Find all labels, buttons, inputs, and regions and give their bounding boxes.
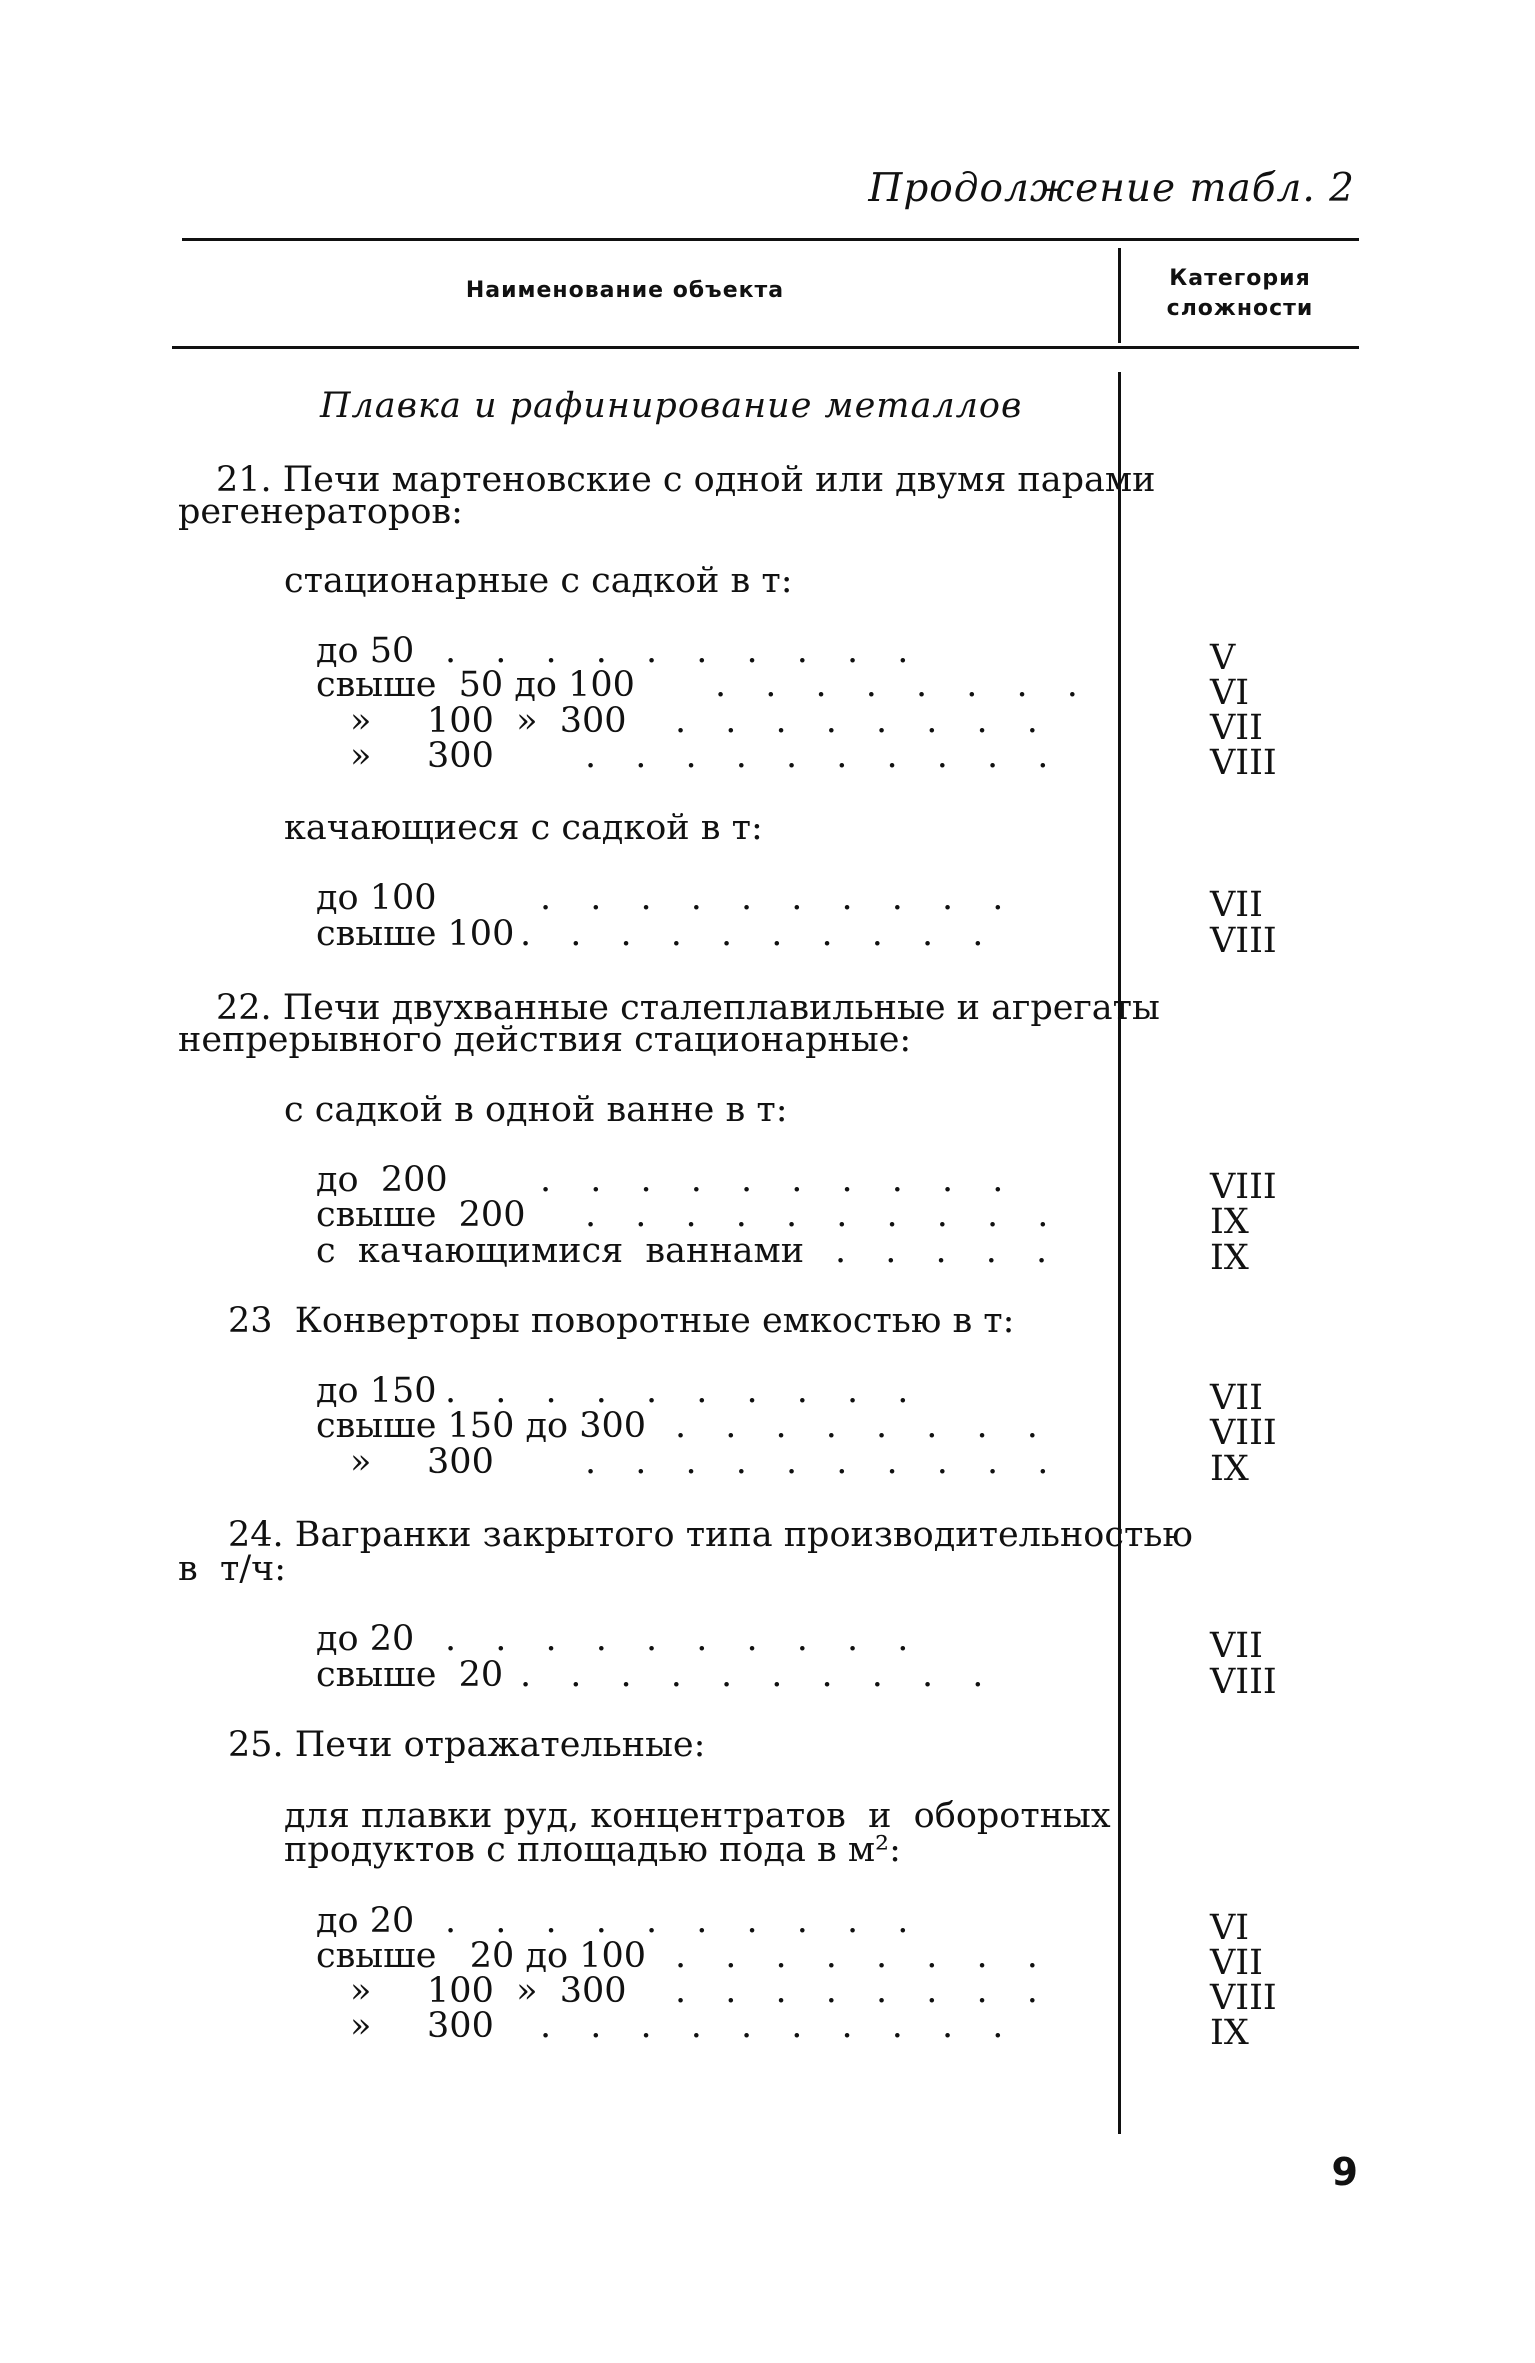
table-continuation-caption: Продолжение табл. 2 (868, 166, 1355, 211)
item-23-title: 23 Конверторы поворотные емкостью в т: (228, 1301, 1015, 1341)
item-23-row-3: » 300 (350, 1442, 494, 1482)
item-21-row-4: » 300 (350, 736, 494, 776)
header-complexity-category (1130, 264, 1350, 324)
item-25-cat-4: IX (1210, 2013, 1249, 2053)
item-21-cat-2: VI (1210, 673, 1250, 713)
item-21-row-1: до 50 (316, 631, 415, 671)
item-23-cat-3: IX (1210, 1449, 1249, 1489)
item-22-row-1: до 200 (316, 1160, 448, 1200)
item-21-row-3: » 100 » 300 (350, 701, 627, 741)
leader-dots: . . . . . . . . . . (540, 2006, 1018, 2046)
item-22-title-line1: 22. Печи двухванные сталеплавильные и агрегаты (216, 988, 1160, 1028)
item-25-subheading-line2: продуктов с площадью пода в м²: (284, 1830, 901, 1870)
item-22-subheading: с садкой в одной ванне в т: (284, 1090, 788, 1130)
leader-dots: . . . . . . . . . . (445, 1619, 923, 1659)
item-24-row-1: до 20 (316, 1619, 415, 1659)
leader-dots: . . . . . . . . (715, 665, 1092, 705)
item-23-cat-1: VII (1210, 1378, 1263, 1418)
leader-dots: . . . . . . . . (675, 1971, 1052, 2011)
leader-dots: . . . . . . . . . . (445, 1901, 923, 1941)
item-25-row-3: » 100 » 300 (350, 1971, 627, 2011)
item-21-swing-cat-2: VIII (1210, 921, 1277, 961)
header-object-name: Наименование объекта (465, 278, 785, 303)
item-23-row-1: до 150 (316, 1371, 437, 1411)
item-21-title-line1: 21. Печи мартеновские с одной или двумя парами (216, 460, 1156, 500)
item-21-cat-3: VII (1210, 708, 1263, 748)
item-24-title-line2: в т/ч: (178, 1549, 287, 1589)
leader-dots: . . . . . . . . . . (540, 1160, 1018, 1200)
leader-dots: . . . . . . . . . . (585, 736, 1063, 776)
item-22-cat-3: IX (1210, 1238, 1249, 1278)
header-cat-line1: Категория (1169, 266, 1311, 291)
item-23-cat-2: VIII (1210, 1413, 1277, 1453)
leader-dots: . . . . . . . . . . (585, 1195, 1063, 1235)
leader-dots: . . . . . (835, 1231, 1062, 1271)
item-21-swing-cat-1: VII (1210, 885, 1263, 925)
item-21-swing-row-2: свыше 100 (316, 914, 515, 954)
item-21-swing-row-1: до 100 (316, 878, 437, 918)
leader-dots: . . . . . . . . (675, 1406, 1052, 1446)
header-column-divider (1118, 248, 1121, 343)
leader-dots: . . . . . . . . . . (520, 1655, 998, 1695)
table-top-rule (182, 238, 1359, 241)
item-23-row-2: свыше 150 до 300 (316, 1406, 647, 1446)
item-22-row-2: свыше 200 (316, 1195, 526, 1235)
item-25-row-1: до 20 (316, 1901, 415, 1941)
item-21-row-2: свыше 50 до 100 (316, 665, 635, 705)
item-24-cat-1: VII (1210, 1626, 1263, 1666)
item-25-subheading-line1: для плавки руд, концентратов и оборотных (284, 1796, 1111, 1836)
item-22-title-line2: непрерывного действия стационарные: (178, 1020, 912, 1060)
item-21-swinging-subheading: качающиеся с садкой в т: (284, 808, 763, 848)
item-25-title: 25. Печи отражательные: (228, 1725, 706, 1765)
item-25-cat-2: VII (1210, 1943, 1263, 1983)
page-number: 9 (1331, 2150, 1358, 2194)
item-25-cat-1: VI (1210, 1908, 1250, 1948)
header-cat-line2: сложности (1166, 296, 1314, 321)
leader-dots: . . . . . . . . . . (445, 631, 923, 671)
leader-dots: . . . . . . . . . . (445, 1371, 923, 1411)
leader-dots: . . . . . . . . . . (540, 878, 1018, 918)
leader-dots: . . . . . . . . (675, 701, 1052, 741)
item-21-cat-1: V (1210, 638, 1236, 678)
item-24-cat-2: VIII (1210, 1662, 1277, 1702)
item-24-row-2: свыше 20 (316, 1655, 504, 1695)
leader-dots: . . . . . . . . . . (520, 914, 998, 954)
leader-dots: . . . . . . . . (675, 1936, 1052, 1976)
item-21-stationary-subheading: стационарные с садкой в т: (284, 561, 793, 601)
item-22-row-3: с качающимися ваннами (316, 1231, 805, 1271)
item-22-cat-1: VIII (1210, 1167, 1277, 1207)
item-25-cat-3: VIII (1210, 1978, 1277, 2018)
item-24-title-line1: 24. Вагранки закрытого типа производительностью (228, 1515, 1193, 1555)
leader-dots: . . . . . . . . . . (585, 1442, 1063, 1482)
item-21-cat-4: VIII (1210, 743, 1277, 783)
item-25-row-2: свыше 20 до 100 (316, 1936, 647, 1976)
item-25-row-4: » 300 (350, 2006, 494, 2046)
header-bottom-rule (172, 346, 1359, 349)
item-21-title-line2: регенераторов: (178, 492, 463, 532)
body-column-divider (1118, 372, 1121, 2134)
section-title: Плавка и рафинирование металлов (320, 386, 1023, 426)
item-22-cat-2: IX (1210, 1202, 1249, 1242)
